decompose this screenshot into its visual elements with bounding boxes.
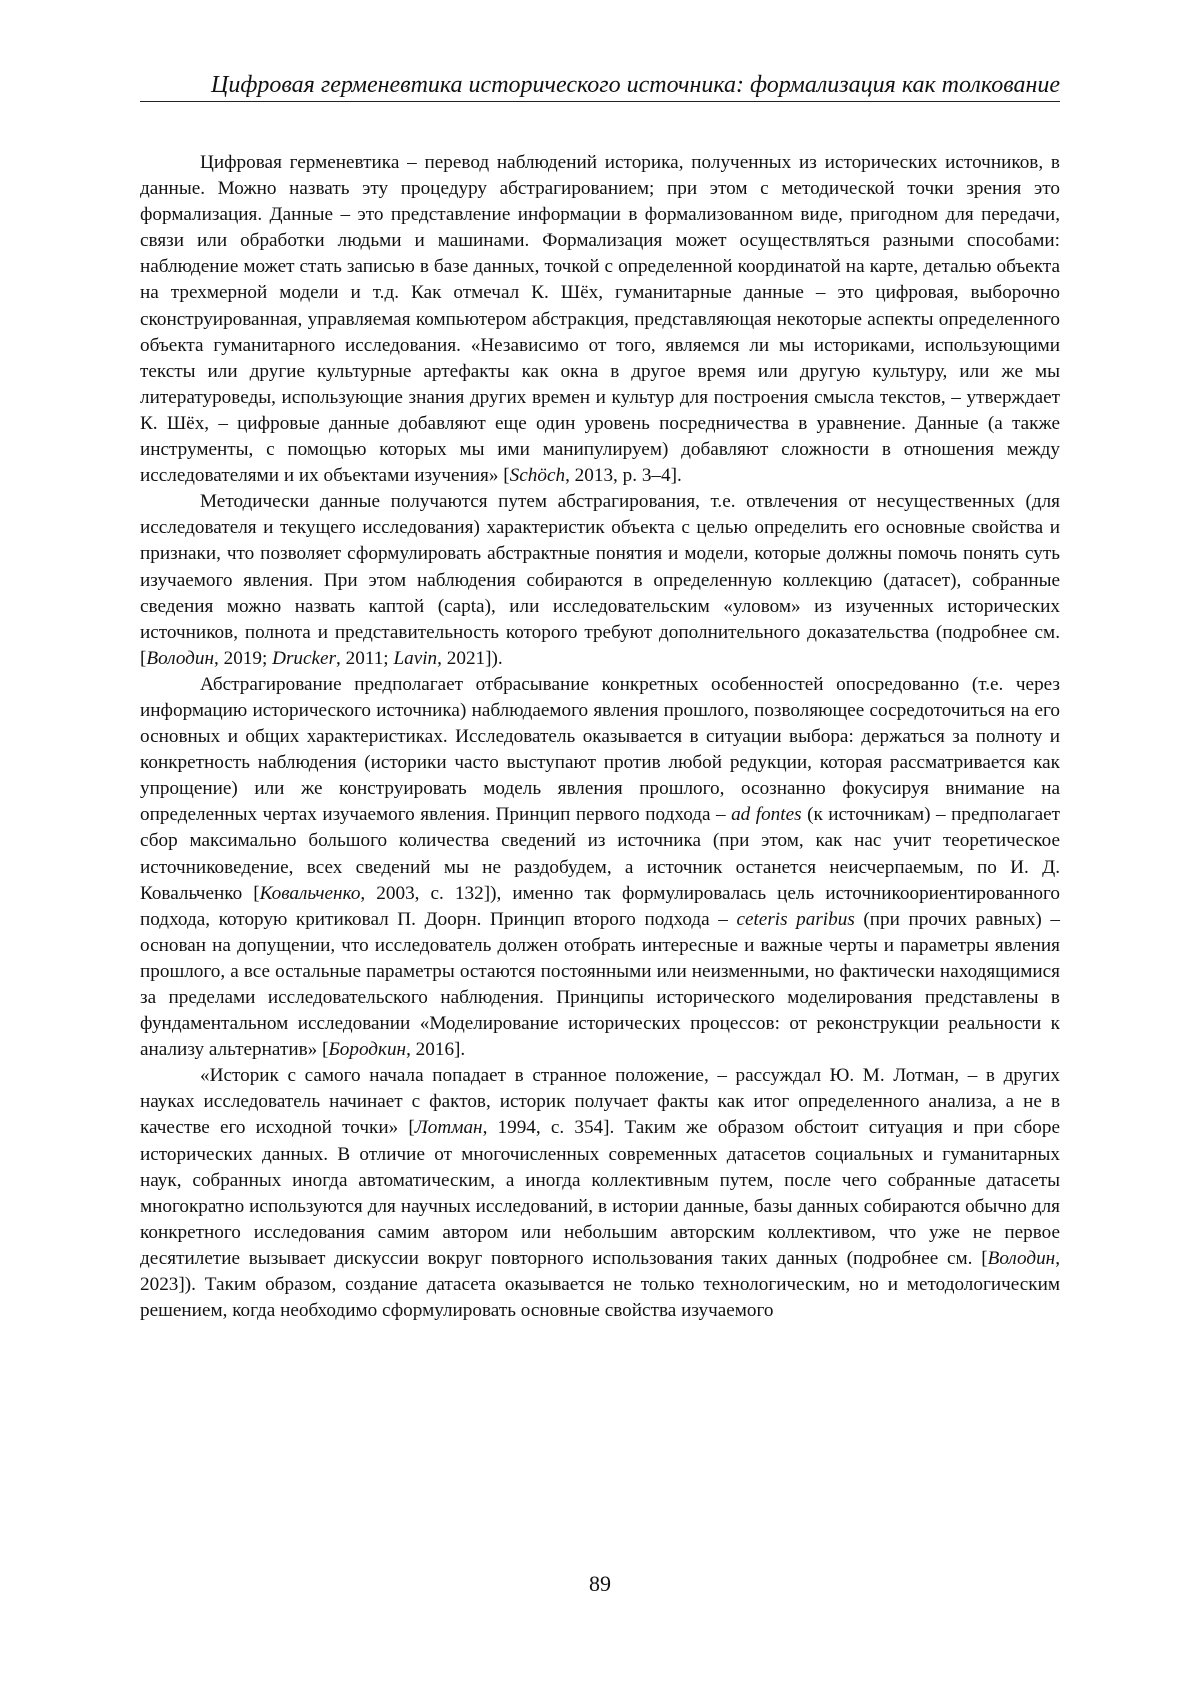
italic-citation: Schöch [509,465,566,487]
article-body [140,150,1060,1324]
italic-citation: Lavin [393,647,438,669]
paragraph-text: , 2019; [214,647,273,669]
paragraph-text: , 2003, с. 132]), именно так формулировалась цель источникоориентированного подхода, которую критиковал П. Доорн. Принцип второго подхода – [140,882,1060,930]
running-header: Цифровая герменевтика исторического источника: формализация как толкование [211,72,1060,98]
body-paragraph [140,150,1060,489]
paragraph-text: Цифровая герменевтика – перевод наблюдений историка, полученных из исторических источников, в данные. Можно назвать эту процедуру абстрагированием; при этом с методической точки зрения это формализация. Данные – это представление информации в формализованном виде, пригодном для передачи, связи или обработки людьми и машинами. Формализация может осуществляться разными способами: наблюдение может стать записью в базе данных, точкой с определенной координатой на карте, деталью объекта на трехмерной модели и т.д. Как отмечал К. Шёх, гуманитарные данные – это цифровая, выборочно сконструированная, управляемая компьютером абстракция, представляющая некоторые аспекты определенного объекта гуманитарного исследования. «Независимо от того, являемся ли мы историками, использующими тексты или другие культурные артефакты как окна в другое время или другую культуру, или же мы литературоведы, использующие знания других времен и культур для построения смысла текстов, – утверждает К. Шёх, – цифровые данные добавляют еще один уровень посредничества в уравнение. Данные (а также инструменты, с помощью которых мы ими манипулируем) добавляют сложности в отношения между исследователями и их объектами изучения» [ [140,152,1060,487]
body-paragraph [140,489,1060,672]
paragraph-text: , 2021]). [437,647,503,669]
paragraph-text: , 2013, p. 3–4]. [565,465,682,487]
italic-citation: Володин [146,647,214,669]
paragraph-text: (к источникам) – предполагает сбор максимально большого количества сведений из источника (при этом, как нас учит теоретическое источниковедение, всех сведений мы не раздобудем, а источник останется неисчерпаемым, по И. Д. Ковальченко [ [140,804,1060,904]
paragraph-text: , 2023]). Таким образом, создание датасета оказывается не только технологическим, но и методологическим решением, когда необходимо сформулировать основные свойства изучаемого [140,1247,1060,1322]
body-paragraph [140,1063,1060,1324]
paragraph-text: , 2011; [336,647,394,669]
paragraph-text: Абстрагирование предполагает отбрасывание конкретных особенностей опосредованно (т.е. через информацию исторического источника) наблюдаемого явления прошлого, позволяющее сосредоточиться на его основных и общих характеристиках. Исследователь оказывается в ситуации выбора: держаться за полноту и конкретность наблюдения (историки часто выступают против любой редукции, которая рассматривается как упрощение) или же конструировать модель явления прошлого, осознанно фокусируя внимание на определенных чертах изучаемого явления. Принцип первого подхода – [140,673,1060,826]
body-paragraph [140,672,1060,1063]
paragraph-text: «Историк с самого начала попадает в странное положение, – рассуждал Ю. М. Лотман, – в других науках исследователь начинает с фактов, историк получает факты как итог определенного анализа, а не в качестве его исходной точки» [ [140,1065,1060,1139]
paragraph-text: , 2016]. [406,1039,466,1061]
paragraph-text: Методически данные получаются путем абстрагирования, т.е. отвлечения от несущественных (для исследователя и текущего исследования) характеристик объекта с целью определить его основные свойства и признаки, что позволяет сформулировать абстрактные понятия и модели, которые должны помочь понять суть изучаемого явления. При этом наблюдения собираются в определенную коллекцию (датасет), собранные сведения можно назвать каптой (capta), или исследовательским «уловом» из изученных исторических источников, полнота и представительность которого требуют дополнительного доказательства (подробнее см. [ [140,491,1060,669]
paragraph-text: (при прочих равных) – основан на допущении, что исследователь должен отобрать интересные и важные черты и параметры явления прошлого, а все остальные параметры остаются постоянными или неизменными, но фактически находящимися за пределами исследовательского наблюдения. Принципы исторического моделирования представлены в фундаментальном исследовании «Моделирование исторических процессов: от реконструкции реальности к анализу альтернатив» [ [140,908,1060,1061]
italic-citation: Лотман [414,1117,483,1139]
page-number: 89 [589,1571,611,1596]
italic-citation: Володин [987,1247,1056,1269]
italic-citation: Ковальченко [259,882,361,904]
paragraph-text: , 1994, с. 354]. Таким же образом обстоит ситуация и при сборе исторических данных. В отличие от многочисленных современных датасетов социальных и гуманитарных наук, собранных иногда автоматическим, а иногда коллективным путем, после чего собранные датасеты многократно используются для научных исследований, в истории данные, базы данных собираются обычно для конкретного исследования самим автором или небольшим авторским коллективом, что уже не первое десятилетие вызывает дискуссии вокруг повторного использования таких данных (подробнее см. [ [140,1117,1060,1269]
italic-citation: Drucker [272,647,337,669]
header-rule [140,101,1060,102]
italic-citation: ad fontes [731,804,802,826]
italic-citation: Бородкин [328,1039,407,1061]
italic-citation: ceteris paribus [736,908,855,930]
